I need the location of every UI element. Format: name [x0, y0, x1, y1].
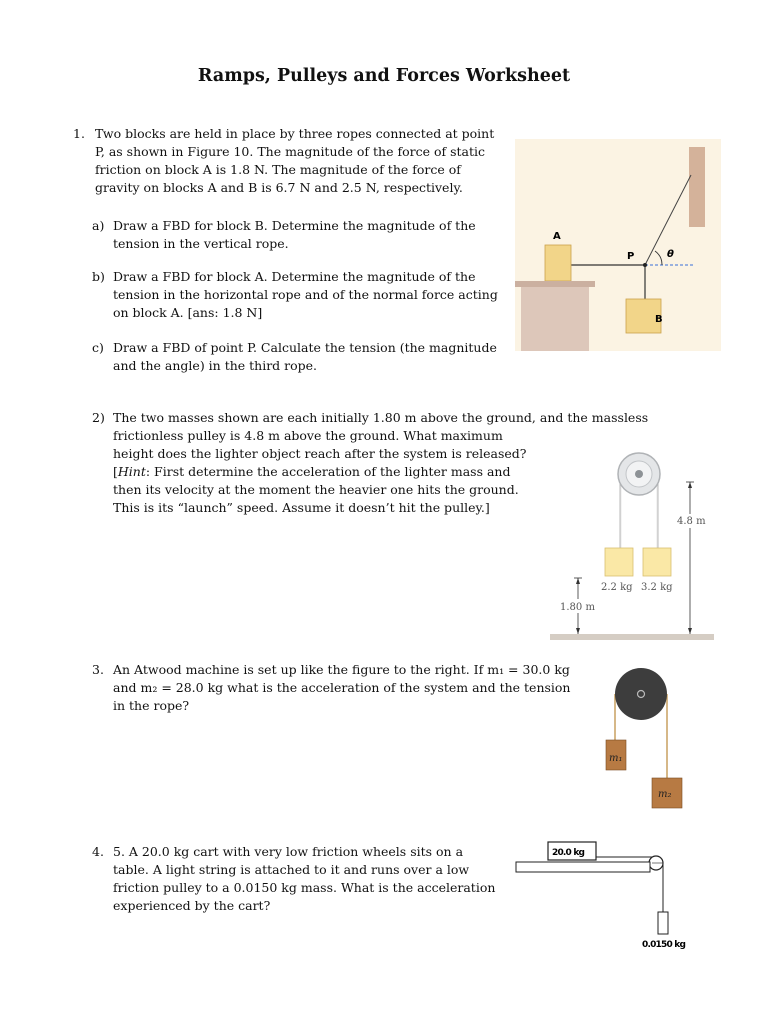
pulley-axle	[635, 470, 643, 478]
figure-cart-table-pulley	[514, 834, 704, 954]
height-arrow-up	[688, 482, 692, 488]
table-body	[521, 287, 589, 351]
text-line: This is its “launch” speed. Assume it doesn’t hit the pulley.]	[113, 500, 490, 515]
wall	[689, 147, 705, 227]
text-line: experienced by the cart?	[113, 898, 271, 913]
question-text	[113, 843, 513, 915]
point-p-label: P	[627, 251, 635, 262]
mass-m2-label: m₂	[658, 789, 672, 800]
part-b-text: Draw a FBD for block A. Determine the magnitude of the tension in the horizontal rope and of the normal force acting on block A. [ans: 1.8 N]	[113, 269, 498, 320]
hint-word: Hint	[117, 464, 146, 479]
text-line: and m₂ = 28.0 kg what is the acceleration of the system and the tension	[113, 680, 571, 695]
block-a	[545, 245, 571, 281]
hint-bracket: [	[113, 464, 118, 479]
angle-label: θ	[667, 249, 674, 260]
part-label: a)	[92, 218, 105, 233]
text-line: 5. A 20.0 kg cart with very low friction wheels sits on a	[113, 844, 464, 859]
text-line: friction pulley to a 0.0150 kg mass. What is the acceleration	[113, 880, 496, 895]
question-text: Two blocks are held in place by three ropes connected at point P, as shown in Figure 10. The magnitude of the force of static friction on block A is 1.8 N. The magnitude of the force of gravity on blocks A and B is 6.7 N and 2.5 N, respectively.	[95, 126, 495, 195]
text-line: An Atwood machine is set up like the figure to the right. If m₁ = 30.0 kg	[113, 662, 570, 677]
mass-right	[643, 548, 671, 576]
figure-atwood-machine	[600, 660, 690, 810]
part-label: b)	[92, 269, 105, 284]
block-b-label: B	[655, 314, 663, 325]
part-label: c)	[92, 340, 104, 355]
cart-label: 20.0 kg	[552, 848, 585, 858]
pulley-wheel	[615, 668, 667, 720]
text-line: The two masses shown are each initially 1.80 m above the ground, and the massless	[113, 410, 649, 425]
question-number: 3.	[92, 662, 104, 677]
text-line: height does the lighter object reach after the system is released?	[113, 446, 527, 461]
mass-m1-label: m₁	[609, 753, 623, 764]
text-line: then its velocity at the moment the heavier one hits the ground.	[113, 482, 519, 497]
point-p-dot	[643, 263, 647, 267]
page-title: Ramps, Pulleys and Forces Worksheet	[197, 66, 571, 86]
mass-label: 0.0150 kg	[642, 940, 686, 950]
part-c-text: Draw a FBD of point P. Calculate the tension (the magnitude and the angle) in the third rope.	[113, 340, 497, 373]
text-line: table. A light string is attached to it and runs over a low	[113, 862, 470, 877]
mass-left	[605, 548, 633, 576]
mass-left-label: 2.2 kg	[601, 582, 633, 593]
figure-blocks-ropes	[515, 139, 721, 351]
mass-right-label: 3.2 kg	[641, 582, 673, 593]
text-line: frictionless pulley is 4.8 m above the ground. What maximum	[113, 428, 503, 443]
figure-two-masses-pulley	[548, 450, 718, 645]
height-label: 4.8 m	[677, 516, 706, 527]
block-a-label: A	[553, 231, 561, 242]
question-number: 4.	[92, 844, 104, 859]
start-arrow-down	[576, 628, 580, 634]
hanging-mass	[658, 912, 668, 934]
ground	[550, 634, 714, 640]
height-arrow-down	[688, 628, 692, 634]
table-top	[515, 281, 595, 287]
hint-text: : First determine the acceleration of the lighter mass and	[145, 464, 511, 479]
question-number: 2)	[92, 410, 105, 425]
start-arrow-up	[576, 578, 580, 584]
question-number: 1.	[73, 126, 85, 141]
table	[516, 862, 650, 872]
text-line: in the rope?	[113, 698, 190, 713]
start-height-label: 1.80 m	[560, 602, 595, 613]
question-text	[113, 661, 583, 715]
part-a-text: Draw a FBD for block B. Determine the magnitude of the tension in the vertical rope.	[113, 218, 476, 251]
